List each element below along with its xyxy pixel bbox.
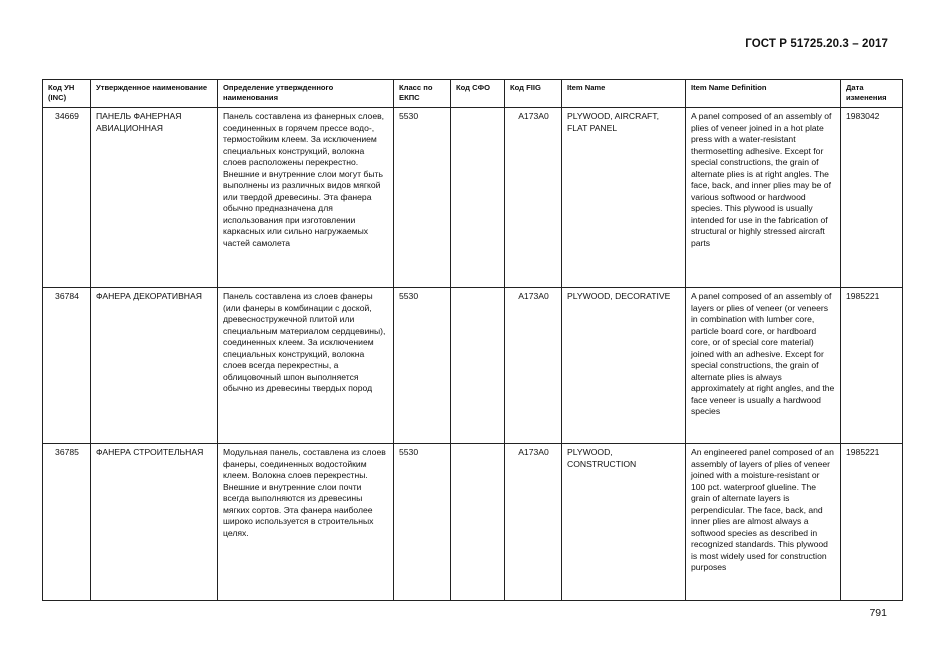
cell-inc: 34669 [43,108,91,288]
table-row [43,444,903,601]
table-row [43,288,903,444]
cell-item-definition: A panel composed of an assembly of plies of veneer joined in a hot plate press with a water-resistant thermosetting adhesive. Except for special constructions, the grain of alternate plies is at right angles. The face, back, and inner plies may be of various softwood or hardwood species. This plywood is usually intended for use in the fabrication of structural or highly stressed aircraft parts [686,108,841,288]
cell-name-ru: ПАНЕЛЬ ФАНЕРНАЯ АВИАЦИОННАЯ [91,108,218,288]
col-header-date: Дата изменения [841,80,903,108]
cell-name-ru: ФАНЕРА ДЕКОРАТИВНАЯ [91,288,218,444]
cell-date: 1983042 [841,108,903,288]
cell-date: 1985221 [841,444,903,601]
cell-ekps: 5530 [394,288,451,444]
table-row [43,108,903,288]
col-header-ekps: Класс по ЕКПС [394,80,451,108]
cell-date: 1985221 [841,288,903,444]
cell-item-name: PLYWOOD, AIRCRAFT, FLAT PANEL [562,108,686,288]
cell-item-definition: A panel composed of an assembly of layers or plies of veneer (or veneers in combination with lumber core, particle board core, or hardboard core, or of special core material) joined with an adhesive. Except for special constructions, the grain of alternate plies is always approximately at right angles, and the face veneer is usually a hardwood species [686,288,841,444]
page-number: 791 [869,607,887,619]
col-header-name-ru: Утвержденное наименование [91,80,218,108]
cell-sfo [451,444,505,601]
col-header-definition-ru: Определение утвержденного наименования [218,80,394,108]
document-id: ГОСТ Р 51725.20.3 – 2017 [745,38,888,50]
cell-fiig: A173A0 [505,444,562,601]
cell-ekps: 5530 [394,108,451,288]
cell-ekps: 5530 [394,444,451,601]
cell-definition-ru: Панель составлена из слоев фанеры (или фанеры в комбинации с доской, древесностружечной плитой или специальным материалом сердцевины), соединенных клеем. За исключением специальных конструкций, волокна слоев всегда перекрестны, а облицовочный шпон выполняется обычно из древесины твердых пород [218,288,394,444]
cell-definition-ru: Модульная панель, составлена из слоев фанеры, соединенных водостойким клеем. Волокна слоев перекрестны. Внешние и внутренние слои почти всегда выполняются из древесины мягких сортов. Эта фанера наиболее широко используется в строительных целях. [218,444,394,601]
cell-item-name: PLYWOOD, CONSTRUCTION [562,444,686,601]
cell-inc: 36784 [43,288,91,444]
cell-definition-ru: Панель составлена из фанерных слоев, соединенных в горячем прессе водо-, термостойким клеем. За исключением специальных конструкций, волокна слоев расположены перекрестно. Внешние и внутренние слои могут быть выполнены из различных видов мягкой или твердой древесины. Эта фанера обычно предназначена для использования при изготовлении каркасных или сильно нагружаемых частей самолета [218,108,394,288]
cell-fiig: A173A0 [505,288,562,444]
col-header-sfo: Код СФО [451,80,505,108]
cell-item-definition: An engineered panel composed of an assembly of layers of plies of veneer joined with a moisture-resistant or 100 pct. waterproof glueline. The grain of alternate layers is perpendicular. The face, back, and inner plies are almost always a softwood species as described in recognized standards. This plywood is most widely used for construction purposes [686,444,841,601]
cell-item-name: PLYWOOD, DECORATIVE [562,288,686,444]
cell-name-ru: ФАНЕРА СТРОИТЕЛЬНАЯ [91,444,218,601]
cell-fiig: A173A0 [505,108,562,288]
col-header-item-definition: Item Name Definition [686,80,841,108]
col-header-inc: Код УН (INC) [43,80,91,108]
table-header-row [43,80,903,108]
cell-inc: 36785 [43,444,91,601]
col-header-fiig: Код FIIG [505,80,562,108]
cell-sfo [451,288,505,444]
col-header-item-name: Item Name [562,80,686,108]
cell-sfo [451,108,505,288]
catalog-table [42,79,903,601]
